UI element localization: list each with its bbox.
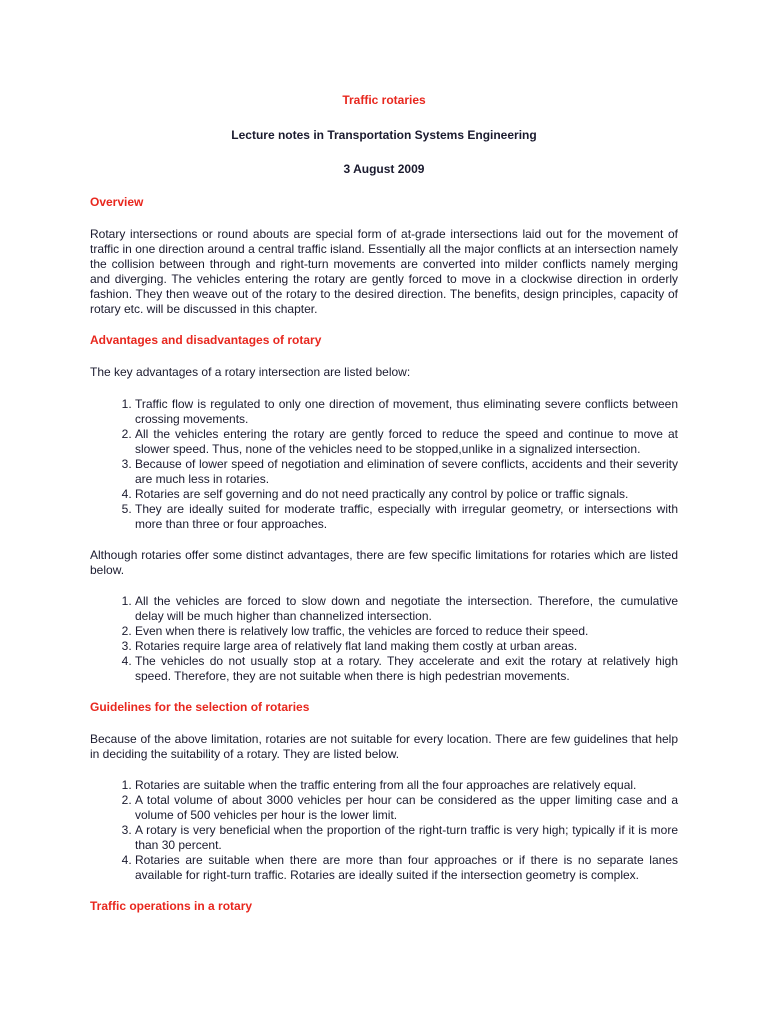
limitations-intro: Although rotaries offer some distinct advantages, there are few specific limitations for rotaries which are listed below.	[90, 548, 678, 577]
list-item: 1. Rotaries are suitable when the traffic entering from all the four approaches are relatively equal.	[135, 778, 678, 793]
advantages-heading: Advantages and disadvantages of rotary	[90, 333, 322, 347]
overview-paragraph: Rotary intersections or round abouts are special form of at-grade intersections laid out for the movement of traffic in one direction around a central traffic island. Essentially all the major conflicts at an intersection namely the collision between through and right-turn movements are converted into milder conflicts namely merging and diverging. The vehicles entering the rotary are gently forced to move in a clockwise direction in orderly fashion. They then weave out of the rotary to the desired direction. The benefits, design principles, capacity of rotary etc. will be discussed in this chapter.	[90, 227, 678, 316]
guidelines-list	[90, 778, 678, 883]
list-item: 1. Traffic flow is regulated to only one direction of movement, thus eliminating severe conflicts between crossing movements.	[135, 397, 678, 427]
operations-heading: Traffic operations in a rotary	[90, 899, 253, 913]
list-item: 4. Rotaries are suitable when there are more than four approaches or if there is no separate lanes available for right-turn traffic. Rotaries are ideally suited if the intersection geometry is complex.	[135, 853, 678, 883]
advantages-intro: The key advantages of a rotary intersection are listed below:	[90, 365, 411, 379]
limitations-list	[90, 594, 678, 684]
list-item: 3. Because of lower speed of negotiation and elimination of severe conflicts, accidents and their severity are much less in rotaries.	[135, 457, 678, 487]
list-item: 2. All the vehicles entering the rotary are gently forced to reduce the speed and continue to move at slower speed. Thus, none of the vehicles need to be stopped,unlike in a signalized intersection.	[135, 427, 678, 457]
list-item: 3. Rotaries require large area of relatively flat land making them costly at urban areas.	[135, 639, 678, 654]
guidelines-intro: Because of the above limitation, rotaries are not suitable for every location. There are few guidelines that help in deciding the suitability of a rotary. They are listed below.	[90, 732, 678, 761]
document-date: 3 August 2009	[343, 162, 425, 176]
document-subtitle: Lecture notes in Transportation Systems Engineering	[231, 128, 537, 142]
document-title: Traffic rotaries	[342, 93, 426, 107]
overview-heading: Overview	[90, 195, 144, 209]
advantages-list	[90, 397, 678, 532]
guidelines-heading: Guidelines for the selection of rotaries	[90, 700, 310, 714]
list-item: 2. Even when there is relatively low traffic, the vehicles are forced to reduce their speed.	[135, 624, 678, 639]
list-item: 3. A rotary is very beneficial when the proportion of the right-turn traffic is very high; typically if it is more than 30 percent.	[135, 823, 678, 853]
list-item: 4. Rotaries are self governing and do not need practically any control by police or traffic signals.	[135, 487, 678, 502]
list-item: 5. They are ideally suited for moderate traffic, especially with irregular geometry, or intersections with more than three or four approaches.	[135, 502, 678, 532]
list-item: 4. The vehicles do not usually stop at a rotary. They accelerate and exit the rotary at relatively high speed. Therefore, they are not suitable when there is high pedestrian movements.	[135, 654, 678, 684]
list-item: 2. A total volume of about 3000 vehicles per hour can be considered as the upper limiting case and a volume of 500 vehicles per hour is the lower limit.	[135, 793, 678, 823]
list-item: 1. All the vehicles are forced to slow down and negotiate the intersection. Therefore, the cumulative delay will be much higher than channelized intersection.	[135, 594, 678, 624]
